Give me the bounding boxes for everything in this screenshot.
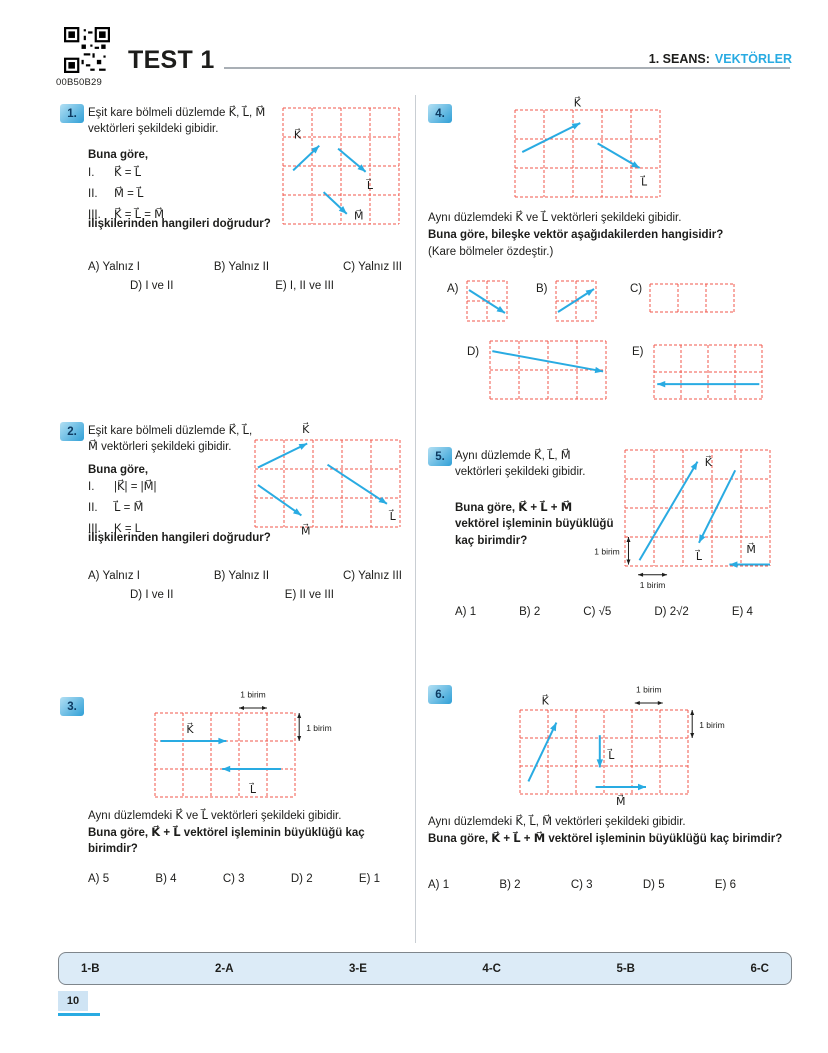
q2-intro-text: Eşit kare bölmeli düzlemde K⃗, L⃗, M⃗ vektörleri şekildeki gibidir.: [88, 425, 253, 454]
svg-text:K⃗: K⃗: [302, 423, 310, 436]
q2-statement-2-numeral: II.: [88, 501, 98, 514]
session-topic: VEKTÖRLER: [714, 52, 792, 66]
q4-option-d-diagram: [486, 337, 610, 403]
q4-option-e-diagram: [650, 341, 766, 403]
q5-intro-text: Aynı düzlemde K⃗, L⃗, M⃗ vektörleri şekildeki gibidir.: [455, 450, 586, 479]
q1-statement-1-numeral: I.: [88, 167, 95, 179]
q1-choice-e: E) I, II ve III: [275, 280, 334, 292]
q1-choice-b: B) Yalnız II: [213, 261, 270, 273]
q1-lead-text: Buna göre,: [88, 149, 149, 161]
answer-key-2: 2-A: [215, 962, 234, 975]
svg-text:L⃗: L⃗: [608, 750, 615, 762]
q1-intro-text: Eşit kare bölmeli düzlemde K⃗, L⃗, M⃗ vektörleri şekildeki gibidir.: [88, 107, 266, 136]
q3-choice-d: D) 2: [290, 873, 313, 885]
svg-text:M⃗: M⃗: [301, 525, 311, 538]
q3-choice-e: E) 1: [358, 873, 380, 885]
q5-choice-b: B) 2: [519, 606, 541, 618]
q3-question-text: Buna göre, K⃗ + L⃗ vektörel işleminin büyüklüğü kaç birimdir?: [88, 827, 365, 856]
q1-statement-2-numeral: II.: [88, 187, 98, 200]
q2-statement-3-text: K = L: [114, 522, 142, 535]
q4-vector-diagram: [509, 94, 670, 207]
q2-statement-3-numeral: III.: [88, 522, 101, 535]
q1-number-badge: 1.: [60, 104, 84, 123]
q1-choice-d: D) I ve II: [130, 280, 174, 292]
q1-choice-a: A) Yalnız I: [88, 261, 140, 273]
q6-choice-a: A) 1: [428, 879, 450, 891]
svg-text:K⃗: K⃗: [293, 129, 302, 142]
q2-statement-2: [88, 500, 157, 516]
svg-text:M⃗: M⃗: [746, 543, 756, 556]
q5-vector-diagram: [577, 440, 796, 596]
q1-statement-2-text: M⃗ = L⃗: [114, 187, 144, 200]
q5-choice-d: D) 2√2: [654, 606, 689, 618]
q1-statement-3-numeral: III.: [88, 208, 101, 221]
q2-choice-b: B) Yalnız II: [213, 570, 270, 582]
test-title: TEST 1: [128, 46, 215, 74]
q1-vector-diagram: [277, 102, 413, 230]
q4-option-c-diagram: [646, 280, 738, 316]
q4-option-a-label: A): [447, 283, 459, 295]
q2-choice-a: A) Yalnız I: [88, 570, 140, 582]
q1-statement-1-text: K⃗ = L⃗: [114, 167, 142, 179]
q5-choice-c: C) √5: [583, 606, 612, 618]
q6-choice-b: B) 2: [499, 879, 521, 891]
svg-text:M⃗: M⃗: [616, 796, 626, 809]
q5-question-text: Buna göre, K⃗ + L⃗ + M⃗ vektörel işleminin büyüklüğü kaç birimdir?: [455, 502, 614, 547]
answer-key-4: 4-C: [482, 962, 501, 975]
q3-vector-diagram: [149, 683, 351, 805]
q4-option-b-label: B): [536, 283, 548, 295]
q4-option-b-diagram: [552, 277, 600, 325]
answer-key-6: 6-C: [750, 962, 769, 975]
answer-key-3: 3-E: [349, 962, 367, 975]
q2-number-badge: 2.: [60, 422, 84, 441]
q6-vector-diagram: [514, 684, 746, 812]
q4-question-text: Buna göre, bileşke vektör aşağıdakilerden hangisidir?: [428, 229, 724, 241]
svg-text:1 birim: 1 birim: [306, 723, 332, 734]
q1-choices-row2: [130, 280, 334, 292]
svg-text:L⃗: L⃗: [640, 176, 648, 189]
q2-statement-1-numeral: I.: [88, 481, 95, 493]
q1-statement-2: [88, 186, 164, 202]
svg-text:L⃗: L⃗: [249, 783, 257, 796]
q4-option-a-diagram: [463, 277, 511, 325]
q6-number-badge: 6.: [428, 685, 452, 704]
q3-number-badge: 3.: [60, 697, 84, 716]
q2-vector-diagram: [249, 422, 412, 543]
svg-text:1 birim: 1 birim: [639, 579, 666, 590]
answer-key: [58, 952, 792, 985]
svg-text:M⃗: M⃗: [354, 210, 364, 223]
q5-choices: [455, 606, 753, 618]
q3-choice-c: C) 3: [222, 873, 245, 885]
title-rule: [224, 67, 790, 69]
q3-intro-text: Aynı düzlemdeki K⃗ ve L⃗ vektörleri şekildeki gibidir.: [88, 810, 342, 822]
q2-lead-text: Buna göre,: [88, 464, 149, 476]
q4-option-d-label: D): [467, 346, 480, 358]
q1-statement-3-text: K⃗ = L⃗ = M⃗: [114, 208, 165, 221]
svg-text:K⃗: K⃗: [186, 724, 194, 737]
q6-choice-e: E) 6: [714, 879, 736, 891]
q6-intro-text: Aynı düzlemdeki K⃗, L⃗, M⃗ vektörleri şekildeki gibidir.: [428, 816, 686, 828]
session-header: [649, 52, 792, 66]
q4-intro-text: Aynı düzlemdeki K⃗ ve L⃗ vektörleri şekildeki gibidir.: [428, 212, 682, 224]
q1-statement-1: [88, 165, 164, 181]
q4-option-c-label: C): [630, 283, 643, 295]
q5-number-badge: 5.: [428, 447, 452, 466]
svg-text:L⃗: L⃗: [389, 510, 396, 523]
q5-choice-e: E) 4: [731, 606, 753, 618]
q1-question-text: ilişkilerinden hangileri doğrudur?: [88, 218, 271, 230]
svg-text:K⃗: K⃗: [704, 456, 712, 469]
q2-statement-1: [88, 479, 157, 495]
q2-choices-row2: [130, 589, 334, 601]
q2-question-text: ilişkilerinden hangileri doğrudur?: [88, 532, 271, 544]
q2-statement-2-text: L⃗ = M⃗: [114, 501, 144, 514]
svg-text:1 birim: 1 birim: [594, 546, 620, 557]
q1-choices-row1: [88, 261, 402, 273]
svg-text:L⃗: L⃗: [366, 180, 374, 193]
q4-number-badge: 4.: [428, 104, 452, 123]
q1-choice-c: C) Yalnız III: [342, 261, 402, 273]
q6-choice-d: D) 5: [642, 879, 665, 891]
q2-choice-e: E) II ve III: [284, 589, 334, 601]
q3-choices: [88, 873, 380, 885]
q2-choice-c: C) Yalnız III: [342, 570, 402, 582]
q6-choices: [428, 879, 736, 891]
q2-statement-1-text: |K⃗| = |M⃗|: [114, 481, 157, 493]
session-prefix: 1. SEANS:: [648, 52, 710, 66]
svg-text:K⃗: K⃗: [573, 97, 581, 110]
column-divider: [415, 95, 416, 943]
page-number: 10: [58, 991, 88, 1011]
q3-choice-a: A) 5: [88, 873, 110, 885]
q4-note-text: (Kare bölmeler özdeştir.): [428, 246, 554, 258]
q6-question-text: Buna göre, K⃗ + L⃗ + M⃗ vektörel işleminin büyüklüğü kaç birimdir?: [428, 833, 783, 845]
answer-key-5: 5-B: [616, 962, 635, 975]
svg-text:1 birim: 1 birim: [699, 720, 725, 731]
q6-choice-c: C) 3: [570, 879, 593, 891]
qr-code: [64, 27, 110, 73]
svg-text:1 birim: 1 birim: [240, 689, 266, 700]
qr-code-label: 00B50B29: [56, 77, 102, 88]
q2-choices-row1: [88, 570, 402, 582]
q3-choice-b: B) 4: [155, 873, 177, 885]
svg-text:1 birim: 1 birim: [636, 684, 662, 695]
svg-text:L⃗: L⃗: [695, 551, 703, 564]
answer-key-1: 1-B: [81, 962, 100, 975]
q2-choice-d: D) I ve II: [130, 589, 174, 601]
page-number-accent-bar: [58, 1013, 100, 1016]
q5-choice-a: A) 1: [455, 606, 477, 618]
q4-option-e-label: E): [632, 346, 644, 358]
svg-text:K⃗: K⃗: [541, 695, 549, 708]
